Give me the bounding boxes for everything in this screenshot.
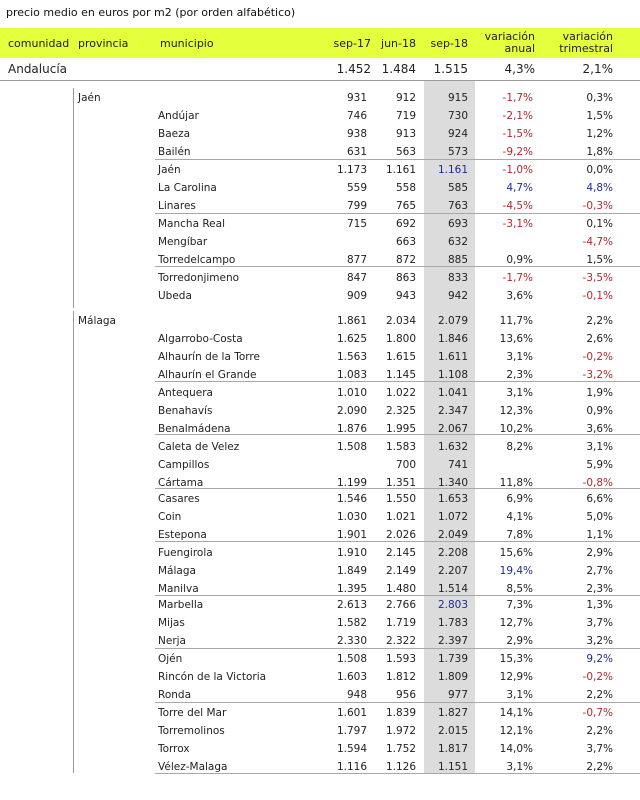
sep17-value: 715 — [346, 218, 367, 230]
variacion-anual: 4,7% — [506, 182, 533, 194]
municipio-name: Cártama — [158, 477, 204, 489]
sep18-value: 2.049 — [437, 529, 468, 541]
sep18-value: 2.803 — [437, 599, 468, 611]
table-row — [0, 544, 640, 562]
summary-variacion-trimestral: 2,1% — [582, 62, 613, 76]
variacion-trimestral: 2,2% — [586, 689, 613, 701]
variacion-anual: 13,6% — [499, 333, 533, 345]
jun18-value: 1.719 — [385, 617, 416, 629]
municipio-name: La Carolina — [158, 182, 217, 194]
municipio-name: Coin — [158, 511, 182, 523]
variacion-anual: 3,6% — [506, 290, 533, 302]
municipio-name: Algarrobo-Costa — [158, 333, 243, 345]
provincia-name: Málaga — [78, 315, 116, 327]
sep17-value: 799 — [346, 200, 367, 212]
municipio-name: Marbella — [158, 599, 204, 611]
variacion-trimestral: 0,9% — [586, 405, 613, 417]
municipio-name: Torredelcampo — [158, 254, 236, 266]
table-row — [0, 596, 640, 614]
municipio-name: Benalmádena — [158, 423, 231, 435]
summary-sep17: 1.452 — [336, 62, 371, 76]
municipio-name: Torrox — [158, 743, 190, 755]
municipio-name: Bailén — [158, 146, 191, 158]
municipio-name: Campillos — [158, 459, 210, 471]
sep17-value: 1.901 — [336, 529, 367, 541]
sep17-value: 1.030 — [336, 511, 367, 523]
variacion-trimestral: 3,7% — [586, 617, 613, 629]
variacion-trimestral: 9,2% — [586, 653, 613, 665]
jun18-value: 1.550 — [385, 493, 416, 505]
table-row — [0, 215, 640, 233]
variacion-trimestral: -0,8% — [582, 477, 613, 489]
variacion-trimestral: -0,7% — [582, 707, 613, 719]
variacion-anual: 12,7% — [499, 617, 533, 629]
variacion-anual: 3,1% — [506, 761, 533, 773]
jun18-value: 1.480 — [385, 583, 416, 595]
variacion-trimestral: 1,1% — [586, 529, 613, 541]
variacion-anual: 0,9% — [506, 254, 533, 266]
variacion-trimestral: 1,5% — [586, 254, 613, 266]
sep17-value: 1.910 — [336, 547, 367, 559]
municipio-name: Torremolinos — [158, 725, 225, 737]
variacion-trimestral: 1,5% — [586, 110, 613, 122]
variacion-trimestral: 1,3% — [586, 599, 613, 611]
jun18-value: 663 — [395, 236, 416, 248]
table-row — [0, 161, 640, 179]
jun18-value: 2.325 — [385, 405, 416, 417]
jun18-value: 2.026 — [385, 529, 416, 541]
table-subtitle: precio medio en euros por m2 (por orden alfabético) — [6, 6, 296, 19]
municipio-name: Antequera — [158, 387, 213, 399]
sep18-value: 942 — [447, 290, 468, 302]
table-row — [0, 348, 640, 366]
sep18-value: 1.151 — [437, 761, 468, 773]
variacion-anual — [480, 233, 533, 251]
sep17-value: 1.876 — [336, 423, 367, 435]
variacion-anual: 12,9% — [499, 671, 533, 683]
municipio-name: Vélez-Malaga — [158, 761, 228, 773]
table-row — [0, 526, 640, 544]
variacion-anual: -1,5% — [502, 128, 533, 140]
sep18-value: 2.397 — [437, 635, 468, 647]
sep18-value: 1.632 — [437, 441, 468, 453]
header-comunidad: comunidad — [8, 36, 70, 50]
municipio-name: Jaén — [158, 164, 181, 176]
sep17-value: 1.173 — [336, 164, 367, 176]
variacion-anual: -2,1% — [502, 110, 533, 122]
sep18-value: 2.079 — [437, 315, 468, 327]
municipio-name: Málaga — [158, 565, 196, 577]
jun18-value: 1.752 — [385, 743, 416, 755]
sep17-value: 631 — [346, 146, 367, 158]
variacion-anual: 11,7% — [499, 315, 533, 327]
variacion-anual: 19,4% — [499, 565, 533, 577]
variacion-trimestral: 2,2% — [586, 761, 613, 773]
summary-row — [0, 58, 640, 81]
summary-jun18: 1.484 — [381, 62, 416, 76]
sep17-value: 1.010 — [336, 387, 367, 399]
variacion-anual: 14,0% — [499, 743, 533, 755]
header-provincia: provincia — [78, 36, 129, 50]
variacion-trimestral: 4,8% — [586, 182, 613, 194]
table-header — [0, 28, 640, 58]
summary-sep18: 1.515 — [433, 62, 468, 76]
header-variacion-anual-line2: anual — [504, 42, 535, 55]
municipio-name: Caleta de Velez — [158, 441, 240, 453]
summary-variacion-anual: 4,3% — [504, 62, 535, 76]
table-row — [0, 758, 640, 776]
municipio-name: Ronda — [158, 689, 192, 701]
jun18-value: 2.145 — [385, 547, 416, 559]
variacion-trimestral: 1,8% — [586, 146, 613, 158]
table-row — [0, 366, 640, 384]
sep18-value: 585 — [447, 182, 468, 194]
variacion-trimestral: 0,1% — [586, 218, 613, 230]
variacion-trimestral: 1,2% — [586, 128, 613, 140]
jun18-value: 956 — [395, 689, 416, 701]
sep17-value — [320, 456, 367, 474]
jun18-value: 913 — [395, 128, 416, 140]
sep18-value: 885 — [447, 254, 468, 266]
municipio-name: Torredonjimeno — [158, 272, 240, 284]
province-row — [0, 312, 640, 330]
sep17-value: 1.861 — [336, 315, 367, 327]
sep17-value: 1.199 — [336, 477, 367, 489]
sep17-value: 1.582 — [336, 617, 367, 629]
jun18-value: 558 — [395, 182, 416, 194]
variacion-anual: -1,0% — [502, 164, 533, 176]
jun18-value: 1.022 — [385, 387, 416, 399]
jun18-value: 1.126 — [385, 761, 416, 773]
sep18-value: 2.208 — [437, 547, 468, 559]
variacion-anual: -3,1% — [502, 218, 533, 230]
sep17-value: 877 — [346, 254, 367, 266]
municipio-name: Estepona — [158, 529, 207, 541]
table-row — [0, 704, 640, 722]
table-row — [0, 287, 640, 305]
sep18-value: 741 — [447, 459, 468, 471]
table-row — [0, 740, 640, 758]
variacion-anual: 15,3% — [499, 653, 533, 665]
sep18-value: 1.514 — [437, 583, 468, 595]
table-row — [0, 438, 640, 456]
variacion-anual: 7,3% — [506, 599, 533, 611]
sep17-value: 1.395 — [336, 583, 367, 595]
variacion-trimestral: 0,0% — [586, 164, 613, 176]
variacion-trimestral: 0,3% — [586, 92, 613, 104]
sep18-value: 924 — [447, 128, 468, 140]
sep18-value: 1.611 — [437, 351, 468, 363]
variacion-trimestral: -3,2% — [582, 369, 613, 381]
table-row — [0, 508, 640, 526]
sep18-value: 1.041 — [437, 387, 468, 399]
jun18-value: 863 — [395, 272, 416, 284]
sep17-value: 1.083 — [336, 369, 367, 381]
variacion-trimestral: 3,7% — [586, 743, 613, 755]
jun18-value: 692 — [395, 218, 416, 230]
variacion-trimestral: 3,6% — [586, 423, 613, 435]
sep17-value: 1.797 — [336, 725, 367, 737]
sep18-value: 1.846 — [437, 333, 468, 345]
sep18-value: 632 — [447, 236, 468, 248]
variacion-trimestral: 6,6% — [586, 493, 613, 505]
jun18-value: 1.839 — [385, 707, 416, 719]
municipio-name: Casares — [158, 493, 200, 505]
sep17-value: 1.546 — [336, 493, 367, 505]
variacion-trimestral: 3,2% — [586, 635, 613, 647]
variacion-trimestral: 3,1% — [586, 441, 613, 453]
sep18-value: 1.783 — [437, 617, 468, 629]
table-row — [0, 650, 640, 668]
municipio-name: Mengíbar — [158, 236, 208, 248]
variacion-anual: -9,2% — [502, 146, 533, 158]
variacion-trimestral: -0,3% — [582, 200, 613, 212]
variacion-trimestral: -0,1% — [582, 290, 613, 302]
municipio-name: Linares — [158, 200, 196, 212]
province-row — [0, 89, 640, 107]
table-row — [0, 269, 640, 287]
variacion-trimestral: 2,7% — [586, 565, 613, 577]
variacion-anual: 12,1% — [499, 725, 533, 737]
variacion-anual: 11,8% — [499, 477, 533, 489]
table-row — [0, 722, 640, 740]
variacion-anual: 12,3% — [499, 405, 533, 417]
sep17-value: 938 — [346, 128, 367, 140]
municipio-name: Manilva — [158, 583, 199, 595]
variacion-anual: -1,7% — [502, 272, 533, 284]
variacion-anual: 4,1% — [506, 511, 533, 523]
sep18-value: 1.817 — [437, 743, 468, 755]
sep18-value: 915 — [447, 92, 468, 104]
sep18-value: 977 — [447, 689, 468, 701]
jun18-value: 872 — [395, 254, 416, 266]
variacion-anual: 2,9% — [506, 635, 533, 647]
sep17-value: 1.116 — [336, 761, 367, 773]
sep17-value: 1.594 — [336, 743, 367, 755]
sep17-value: 847 — [346, 272, 367, 284]
municipio-name: Fuengirola — [158, 547, 213, 559]
table-row — [0, 490, 640, 508]
sep17-value: 559 — [346, 182, 367, 194]
provincia-name: Jaén — [78, 92, 101, 104]
variacion-anual: 3,1% — [506, 387, 533, 399]
sep17-value: 1.563 — [336, 351, 367, 363]
sep17-value — [320, 233, 367, 251]
sep18-value: 693 — [447, 218, 468, 230]
variacion-anual: -4,5% — [502, 200, 533, 212]
table-row — [0, 384, 640, 402]
variacion-anual: 10,2% — [499, 423, 533, 435]
table-row — [0, 420, 640, 438]
jun18-value: 912 — [395, 92, 416, 104]
sep17-value: 2.613 — [336, 599, 367, 611]
jun18-value: 563 — [395, 146, 416, 158]
municipio-name: Mancha Real — [158, 218, 225, 230]
sep18-value: 763 — [447, 200, 468, 212]
variacion-anual: 3,1% — [506, 689, 533, 701]
table-row — [0, 686, 640, 704]
jun18-value: 1.615 — [385, 351, 416, 363]
variacion-anual: 2,3% — [506, 369, 533, 381]
table-row — [0, 456, 640, 474]
variacion-trimestral: 2,2% — [586, 725, 613, 737]
variacion-anual: -1,7% — [502, 92, 533, 104]
sep17-value: 1.625 — [336, 333, 367, 345]
municipio-name: Andújar — [158, 110, 199, 122]
table-row — [0, 668, 640, 686]
jun18-value: 719 — [395, 110, 416, 122]
sep17-value: 1.508 — [336, 441, 367, 453]
sep17-value: 1.603 — [336, 671, 367, 683]
jun18-value: 2.766 — [385, 599, 416, 611]
jun18-value: 1.021 — [385, 511, 416, 523]
municipio-name: Benahavís — [158, 405, 213, 417]
municipio-name: Baeza — [158, 128, 191, 140]
table-row — [0, 179, 640, 197]
sep18-value: 1.809 — [437, 671, 468, 683]
variacion-trimestral: -3,5% — [582, 272, 613, 284]
sep18-value: 833 — [447, 272, 468, 284]
summary-comunidad: Andalucía — [8, 62, 68, 76]
variacion-trimestral: 2,9% — [586, 547, 613, 559]
sep17-value: 909 — [346, 290, 367, 302]
header-variacion-trimestral-line1: variación — [562, 30, 613, 43]
header-variacion-anual — [480, 28, 535, 58]
variacion-trimestral: 2,6% — [586, 333, 613, 345]
header-variacion-trimestral — [555, 28, 613, 58]
jun18-value: 1.161 — [385, 164, 416, 176]
municipio-name: Nerja — [158, 635, 186, 647]
sep18-value: 2.347 — [437, 405, 468, 417]
sep18-value: 2.015 — [437, 725, 468, 737]
header-jun18: jun-18 — [381, 36, 416, 50]
variacion-trimestral: 5,0% — [586, 511, 613, 523]
sep18-value: 2.067 — [437, 423, 468, 435]
jun18-value: 2.322 — [385, 635, 416, 647]
variacion-anual — [480, 456, 533, 474]
variacion-anual: 8,5% — [506, 583, 533, 595]
municipio-name: Mijas — [158, 617, 185, 629]
table-row — [0, 402, 640, 420]
sep17-value: 1.508 — [336, 653, 367, 665]
jun18-value: 2.034 — [385, 315, 416, 327]
header-municipio: municipio — [160, 36, 214, 50]
table-row — [0, 197, 640, 215]
sep18-value: 1.653 — [437, 493, 468, 505]
variacion-anual: 14,1% — [499, 707, 533, 719]
sep18-value: 1.108 — [437, 369, 468, 381]
sep17-value: 948 — [346, 689, 367, 701]
sep17-value: 1.601 — [336, 707, 367, 719]
variacion-anual: 8,2% — [506, 441, 533, 453]
header-sep18: sep-18 — [430, 36, 468, 50]
municipio-name: Ubeda — [158, 290, 192, 302]
variacion-trimestral: -4,7% — [582, 236, 613, 248]
jun18-value: 2.149 — [385, 565, 416, 577]
jun18-value: 1.593 — [385, 653, 416, 665]
sep18-value: 1.340 — [437, 477, 468, 489]
jun18-value: 700 — [395, 459, 416, 471]
variacion-trimestral: 5,9% — [586, 459, 613, 471]
table-row — [0, 614, 640, 632]
variacion-anual: 15,6% — [499, 547, 533, 559]
sep17-value: 2.330 — [336, 635, 367, 647]
variacion-trimestral: -0,2% — [582, 671, 613, 683]
table-row — [0, 143, 640, 161]
jun18-value: 1.972 — [385, 725, 416, 737]
municipio-name: Alhaurín de la Torre — [158, 351, 260, 363]
sep18-value: 1.072 — [437, 511, 468, 523]
sep18-value: 573 — [447, 146, 468, 158]
jun18-value: 1.812 — [385, 671, 416, 683]
jun18-value: 765 — [395, 200, 416, 212]
jun18-value: 1.351 — [385, 477, 416, 489]
sep18-value: 1.827 — [437, 707, 468, 719]
table-row — [0, 562, 640, 580]
sep18-value: 2.207 — [437, 565, 468, 577]
table-row — [0, 251, 640, 269]
table-row — [0, 107, 640, 125]
header-variacion-trimestral-line2: trimestral — [559, 42, 613, 55]
jun18-value: 1.995 — [385, 423, 416, 435]
header-variacion-anual-line1: variación — [484, 30, 535, 43]
jun18-value: 943 — [395, 290, 416, 302]
variacion-anual: 3,1% — [506, 351, 533, 363]
sep17-value: 931 — [346, 92, 367, 104]
jun18-value: 1.800 — [385, 333, 416, 345]
table-row — [0, 233, 640, 251]
variacion-trimestral: 2,2% — [586, 315, 613, 327]
sep18-value: 1.161 — [437, 164, 468, 176]
sep18-value: 730 — [447, 110, 468, 122]
municipio-name: Torre del Mar — [158, 707, 227, 719]
municipio-name: Ojén — [158, 653, 183, 665]
variacion-anual: 7,8% — [506, 529, 533, 541]
table-row — [0, 330, 640, 348]
table-row — [0, 125, 640, 143]
variacion-trimestral: 2,3% — [586, 583, 613, 595]
jun18-value: 1.145 — [385, 369, 416, 381]
sep17-value: 2.090 — [336, 405, 367, 417]
variacion-trimestral: 1,9% — [586, 387, 613, 399]
municipio-name: Rincón de la Victoria — [158, 671, 267, 683]
sep17-value: 1.849 — [336, 565, 367, 577]
variacion-anual: 6,9% — [506, 493, 533, 505]
sep17-value: 746 — [346, 110, 367, 122]
sep18-value: 1.739 — [437, 653, 468, 665]
variacion-trimestral: -0,2% — [582, 351, 613, 363]
table-row — [0, 632, 640, 650]
municipio-name: Alhaurín el Grande — [158, 369, 257, 381]
header-sep17: sep-17 — [333, 36, 371, 50]
jun18-value: 1.583 — [385, 441, 416, 453]
